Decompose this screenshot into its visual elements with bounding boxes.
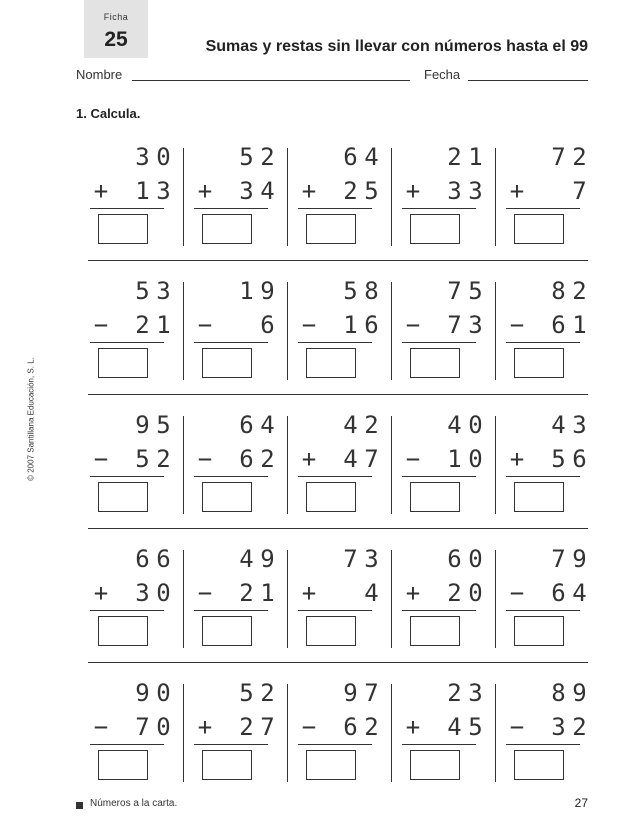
column-divider bbox=[287, 416, 288, 514]
top-number bbox=[94, 278, 174, 304]
answer-box[interactable] bbox=[202, 750, 252, 780]
minus-sign: − bbox=[509, 579, 525, 607]
digit: 4 bbox=[260, 411, 275, 439]
top-number bbox=[302, 278, 382, 304]
math-problem bbox=[500, 404, 606, 524]
answer-box[interactable] bbox=[410, 616, 460, 646]
fecha-label: Fecha bbox=[424, 67, 461, 82]
digit: 1 bbox=[343, 311, 358, 339]
math-problem bbox=[292, 136, 398, 256]
page-title: Sumas y restas sin llevar con números hasta el 99 bbox=[205, 38, 588, 55]
answer-box[interactable] bbox=[306, 482, 356, 512]
row-divider bbox=[88, 662, 588, 663]
minus-sign: − bbox=[301, 713, 317, 741]
answer-line bbox=[298, 208, 372, 209]
digit: 3 bbox=[135, 579, 150, 607]
digit: 5 bbox=[239, 679, 254, 707]
bottom-number bbox=[302, 178, 382, 204]
answer-box[interactable] bbox=[514, 348, 564, 378]
answer-line bbox=[506, 476, 580, 477]
digit: 1 bbox=[572, 311, 587, 339]
math-problem bbox=[396, 404, 502, 524]
plus-sign: + bbox=[405, 579, 421, 607]
digit: 9 bbox=[572, 545, 587, 573]
column-divider bbox=[287, 550, 288, 648]
ficha-label: Ficha bbox=[103, 12, 129, 22]
top-number bbox=[510, 680, 590, 706]
digit: 3 bbox=[468, 679, 483, 707]
digit: 8 bbox=[364, 277, 379, 305]
bottom-number bbox=[302, 580, 382, 606]
answer-box[interactable] bbox=[202, 348, 252, 378]
digit: 5 bbox=[135, 445, 150, 473]
digit: 7 bbox=[343, 545, 358, 573]
column-divider bbox=[183, 282, 184, 380]
digit: 6 bbox=[551, 579, 566, 607]
answer-box[interactable] bbox=[98, 750, 148, 780]
digit: 2 bbox=[156, 445, 171, 473]
digit: 3 bbox=[468, 177, 483, 205]
answer-box[interactable] bbox=[306, 214, 356, 244]
answer-line bbox=[506, 342, 580, 343]
digit: 7 bbox=[260, 713, 275, 741]
answer-box[interactable] bbox=[514, 616, 564, 646]
digit: 3 bbox=[551, 713, 566, 741]
digit: 6 bbox=[343, 143, 358, 171]
digit: 0 bbox=[156, 713, 171, 741]
minus-sign: − bbox=[197, 579, 213, 607]
digit: 2 bbox=[447, 143, 462, 171]
digit: 2 bbox=[260, 445, 275, 473]
bottom-number bbox=[510, 580, 590, 606]
digit: 6 bbox=[343, 713, 358, 741]
column-divider bbox=[495, 416, 496, 514]
answer-line bbox=[194, 342, 268, 343]
plus-sign: + bbox=[301, 177, 317, 205]
digit: 2 bbox=[447, 579, 462, 607]
digit: 6 bbox=[447, 545, 462, 573]
fecha-field[interactable] bbox=[468, 80, 588, 81]
digit: 4 bbox=[572, 579, 587, 607]
digit: 6 bbox=[156, 545, 171, 573]
row-divider bbox=[88, 394, 588, 395]
answer-line bbox=[298, 610, 372, 611]
answer-line bbox=[194, 610, 268, 611]
digit: 9 bbox=[260, 277, 275, 305]
plus-sign: + bbox=[197, 713, 213, 741]
math-problem bbox=[188, 538, 294, 658]
top-number bbox=[198, 412, 278, 438]
digit: 9 bbox=[572, 679, 587, 707]
math-problem bbox=[84, 538, 190, 658]
minus-sign: − bbox=[509, 713, 525, 741]
digit: 0 bbox=[156, 579, 171, 607]
digit: 7 bbox=[551, 143, 566, 171]
digit: 3 bbox=[156, 277, 171, 305]
bottom-number bbox=[94, 178, 174, 204]
bottom-number bbox=[510, 312, 590, 338]
nombre-label: Nombre bbox=[76, 67, 123, 82]
answer-box[interactable] bbox=[410, 750, 460, 780]
digit: 2 bbox=[364, 411, 379, 439]
answer-line bbox=[194, 476, 268, 477]
digit: 1 bbox=[260, 579, 275, 607]
digit: 3 bbox=[156, 177, 171, 205]
column-divider bbox=[287, 684, 288, 782]
minus-sign: − bbox=[197, 445, 213, 473]
answer-line bbox=[90, 610, 164, 611]
top-number bbox=[302, 680, 382, 706]
digit: 0 bbox=[468, 579, 483, 607]
answer-box[interactable] bbox=[514, 214, 564, 244]
plus-sign: + bbox=[93, 579, 109, 607]
minus-sign: − bbox=[301, 311, 317, 339]
bottom-number bbox=[94, 580, 174, 606]
digit: 2 bbox=[572, 713, 587, 741]
digit: 6 bbox=[551, 311, 566, 339]
answer-box[interactable] bbox=[98, 214, 148, 244]
answer-box[interactable] bbox=[202, 214, 252, 244]
answer-box[interactable] bbox=[202, 482, 252, 512]
exercise-instruction: 1. Calcula. bbox=[76, 106, 141, 121]
digit: 4 bbox=[364, 579, 379, 607]
ficha-number: 25 bbox=[104, 28, 128, 51]
top-number bbox=[510, 278, 590, 304]
column-divider bbox=[183, 148, 184, 246]
answer-box[interactable] bbox=[410, 482, 460, 512]
math-problem bbox=[84, 136, 190, 256]
digit: 0 bbox=[156, 679, 171, 707]
answer-line bbox=[90, 744, 164, 745]
math-problem bbox=[84, 270, 190, 390]
top-number bbox=[198, 144, 278, 170]
minus-sign: − bbox=[405, 445, 421, 473]
digit: 4 bbox=[447, 713, 462, 741]
nombre-field[interactable] bbox=[132, 80, 410, 81]
math-problem bbox=[188, 136, 294, 256]
digit: 4 bbox=[260, 177, 275, 205]
footer-square-icon bbox=[76, 802, 83, 809]
plus-sign: + bbox=[301, 445, 317, 473]
digit: 2 bbox=[572, 277, 587, 305]
plus-sign: + bbox=[405, 713, 421, 741]
answer-line bbox=[194, 744, 268, 745]
minus-sign: − bbox=[405, 311, 421, 339]
answer-line bbox=[90, 342, 164, 343]
answer-box[interactable] bbox=[410, 348, 460, 378]
answer-box[interactable] bbox=[202, 616, 252, 646]
digit: 1 bbox=[156, 311, 171, 339]
ficha-badge bbox=[84, 0, 148, 58]
answer-box[interactable] bbox=[410, 214, 460, 244]
bottom-number bbox=[198, 446, 278, 472]
answer-line bbox=[402, 342, 476, 343]
plus-sign: + bbox=[509, 445, 525, 473]
top-number bbox=[198, 546, 278, 572]
bottom-number bbox=[510, 178, 590, 204]
column-divider bbox=[391, 282, 392, 380]
math-problem bbox=[500, 136, 606, 256]
math-problem bbox=[500, 538, 606, 658]
math-problem bbox=[396, 136, 502, 256]
bottom-number bbox=[302, 312, 382, 338]
digit: 7 bbox=[447, 277, 462, 305]
digit: 3 bbox=[468, 311, 483, 339]
answer-line bbox=[506, 610, 580, 611]
answer-line bbox=[298, 744, 372, 745]
digit: 6 bbox=[364, 311, 379, 339]
plus-sign: + bbox=[197, 177, 213, 205]
answer-line bbox=[402, 208, 476, 209]
digit: 6 bbox=[135, 545, 150, 573]
minus-sign: − bbox=[93, 311, 109, 339]
digit: 1 bbox=[468, 143, 483, 171]
digit: 0 bbox=[468, 545, 483, 573]
digit: 4 bbox=[343, 411, 358, 439]
digit: 7 bbox=[364, 679, 379, 707]
bottom-number bbox=[302, 446, 382, 472]
digit: 5 bbox=[551, 445, 566, 473]
digit: 6 bbox=[572, 445, 587, 473]
top-number bbox=[94, 144, 174, 170]
row-divider bbox=[88, 528, 588, 529]
answer-box[interactable] bbox=[514, 482, 564, 512]
bottom-number bbox=[406, 446, 486, 472]
top-number bbox=[302, 144, 382, 170]
math-problem bbox=[396, 672, 502, 792]
digit: 6 bbox=[239, 411, 254, 439]
digit: 3 bbox=[135, 143, 150, 171]
column-divider bbox=[287, 282, 288, 380]
math-problem bbox=[396, 270, 502, 390]
bottom-number bbox=[302, 714, 382, 740]
top-number bbox=[198, 680, 278, 706]
math-problem bbox=[292, 672, 398, 792]
math-problem bbox=[500, 672, 606, 792]
top-number bbox=[94, 412, 174, 438]
digit: 4 bbox=[364, 143, 379, 171]
digit bbox=[548, 178, 569, 204]
copyright-text: © 2007 Santillana Educación, S. L. bbox=[26, 357, 36, 481]
answer-line bbox=[298, 342, 372, 343]
answer-line bbox=[402, 476, 476, 477]
digit bbox=[236, 312, 257, 338]
column-divider bbox=[391, 148, 392, 246]
digit: 7 bbox=[135, 713, 150, 741]
digit: 0 bbox=[468, 411, 483, 439]
digit: 3 bbox=[364, 545, 379, 573]
column-divider bbox=[495, 550, 496, 648]
digit: 5 bbox=[364, 177, 379, 205]
digit: 1 bbox=[447, 445, 462, 473]
top-number bbox=[198, 278, 278, 304]
digit: 5 bbox=[468, 277, 483, 305]
bottom-number bbox=[198, 178, 278, 204]
digit: 2 bbox=[135, 311, 150, 339]
digit: 5 bbox=[468, 713, 483, 741]
minus-sign: − bbox=[197, 311, 213, 339]
digit: 2 bbox=[239, 579, 254, 607]
bottom-number bbox=[94, 714, 174, 740]
answer-line bbox=[90, 476, 164, 477]
answer-line bbox=[402, 744, 476, 745]
digit bbox=[340, 580, 361, 606]
digit: 7 bbox=[364, 445, 379, 473]
answer-line bbox=[506, 208, 580, 209]
top-number bbox=[406, 546, 486, 572]
digit: 1 bbox=[135, 177, 150, 205]
column-divider bbox=[495, 684, 496, 782]
digit: 9 bbox=[260, 545, 275, 573]
digit: 4 bbox=[343, 445, 358, 473]
math-problem bbox=[396, 538, 502, 658]
math-problem bbox=[84, 404, 190, 524]
bottom-number bbox=[198, 312, 278, 338]
digit: 2 bbox=[239, 713, 254, 741]
math-problem bbox=[292, 404, 398, 524]
top-number bbox=[406, 412, 486, 438]
bottom-number bbox=[406, 312, 486, 338]
column-divider bbox=[391, 684, 392, 782]
column-divider bbox=[183, 416, 184, 514]
column-divider bbox=[183, 550, 184, 648]
digit: 9 bbox=[343, 679, 358, 707]
minus-sign: − bbox=[509, 311, 525, 339]
column-divider bbox=[391, 416, 392, 514]
digit: 3 bbox=[239, 177, 254, 205]
column-divider bbox=[495, 148, 496, 246]
bottom-number bbox=[406, 178, 486, 204]
footer-text: Números a la carta. bbox=[90, 798, 178, 809]
digit: 7 bbox=[447, 311, 462, 339]
answer-line bbox=[402, 610, 476, 611]
bottom-number bbox=[198, 714, 278, 740]
digit: 6 bbox=[260, 311, 275, 339]
bottom-number bbox=[510, 446, 590, 472]
digit: 4 bbox=[551, 411, 566, 439]
digit: 0 bbox=[156, 143, 171, 171]
math-problem bbox=[84, 672, 190, 792]
top-number bbox=[302, 412, 382, 438]
top-number bbox=[510, 412, 590, 438]
column-divider bbox=[183, 684, 184, 782]
digit: 5 bbox=[343, 277, 358, 305]
answer-line bbox=[90, 208, 164, 209]
digit: 2 bbox=[260, 143, 275, 171]
column-divider bbox=[391, 550, 392, 648]
math-problem bbox=[188, 672, 294, 792]
digit: 2 bbox=[447, 679, 462, 707]
bottom-number bbox=[406, 714, 486, 740]
digit: 9 bbox=[135, 679, 150, 707]
column-divider bbox=[495, 282, 496, 380]
bottom-number bbox=[94, 312, 174, 338]
digit: 4 bbox=[447, 411, 462, 439]
top-number bbox=[302, 546, 382, 572]
digit: 2 bbox=[343, 177, 358, 205]
digit: 2 bbox=[572, 143, 587, 171]
digit: 7 bbox=[572, 177, 587, 205]
bottom-number bbox=[510, 714, 590, 740]
answer-box[interactable] bbox=[514, 750, 564, 780]
math-problem bbox=[188, 270, 294, 390]
minus-sign: − bbox=[93, 445, 109, 473]
top-number bbox=[510, 144, 590, 170]
page-number: 27 bbox=[574, 796, 588, 810]
digit: 2 bbox=[364, 713, 379, 741]
digit: 2 bbox=[260, 679, 275, 707]
minus-sign: − bbox=[93, 713, 109, 741]
answer-line bbox=[194, 208, 268, 209]
answer-box[interactable] bbox=[98, 348, 148, 378]
digit: 7 bbox=[551, 545, 566, 573]
plus-sign: + bbox=[93, 177, 109, 205]
bottom-number bbox=[406, 580, 486, 606]
math-problem bbox=[500, 270, 606, 390]
digit: 1 bbox=[239, 277, 254, 305]
digit: 3 bbox=[572, 411, 587, 439]
digit: 4 bbox=[239, 545, 254, 573]
digit: 6 bbox=[239, 445, 254, 473]
bottom-number bbox=[198, 580, 278, 606]
answer-line bbox=[298, 476, 372, 477]
row-divider bbox=[88, 260, 588, 261]
answer-line bbox=[506, 744, 580, 745]
answer-box[interactable] bbox=[306, 348, 356, 378]
math-problem bbox=[292, 270, 398, 390]
digit: 8 bbox=[551, 277, 566, 305]
top-number bbox=[406, 144, 486, 170]
plus-sign: + bbox=[405, 177, 421, 205]
digit: 9 bbox=[135, 411, 150, 439]
plus-sign: + bbox=[509, 177, 525, 205]
column-divider bbox=[287, 148, 288, 246]
top-number bbox=[94, 680, 174, 706]
plus-sign: + bbox=[301, 579, 317, 607]
top-number bbox=[510, 546, 590, 572]
top-number bbox=[94, 546, 174, 572]
math-problem bbox=[292, 538, 398, 658]
digit: 5 bbox=[156, 411, 171, 439]
bottom-number bbox=[94, 446, 174, 472]
digit: 3 bbox=[447, 177, 462, 205]
digit: 8 bbox=[551, 679, 566, 707]
top-number bbox=[406, 278, 486, 304]
top-number bbox=[406, 680, 486, 706]
digit: 5 bbox=[135, 277, 150, 305]
answer-box[interactable] bbox=[306, 750, 356, 780]
math-problem bbox=[188, 404, 294, 524]
digit: 5 bbox=[239, 143, 254, 171]
answer-box[interactable] bbox=[98, 616, 148, 646]
digit: 0 bbox=[468, 445, 483, 473]
answer-box[interactable] bbox=[306, 616, 356, 646]
answer-box[interactable] bbox=[98, 482, 148, 512]
